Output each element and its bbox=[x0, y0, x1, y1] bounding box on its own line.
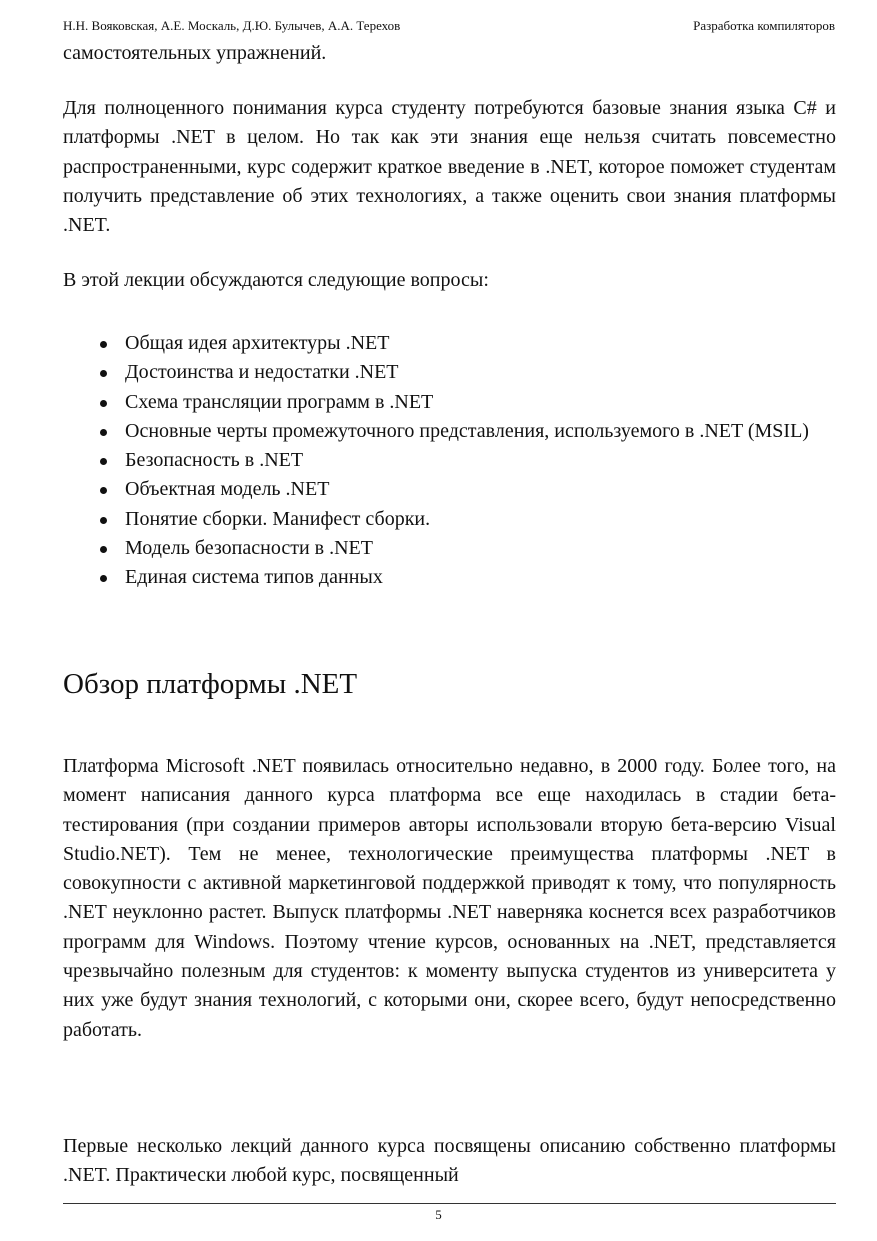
list-item: Достоинства и недостатки .NET bbox=[125, 358, 836, 387]
list-item: Общая идея архитектуры .NET bbox=[125, 329, 836, 358]
paragraph: самостоятельных упражнений. bbox=[63, 42, 327, 64]
list-item: Схема трансляции программ в .NET bbox=[125, 388, 836, 417]
paragraph: Платформа Microsoft .NET появилась относительно недавно, в 2000 году. Более того, на момент написания данного курса платформа все еще находилась в стадии бета-тестирования (при создании примеров авторы использовали вторую бета-версию Visual Studio.NET). Тем не менее, технологические преимущества платформы .NET в совокупности с активной маркетинговой поддержкой приводят к тому, что популярность .NET неуклонно растет. Выпуск платформы .NET наверняка коснется всех разработчиков программ для Windows. Поэтому чтение курсов, основанных на .NET, представляется чрезвычайно полезным для студентов: к моменту выпуска студентов из университета у них уже будут знания технологий, с которыми они, скорее всего, будут непосредственно работать. bbox=[63, 755, 836, 1041]
paragraph: В этой лекции обсуждаются следующие вопросы: bbox=[63, 269, 489, 291]
page-number: 5 bbox=[435, 1207, 442, 1222]
running-header-title: Разработка компиляторов bbox=[693, 18, 835, 33]
list-item: Объектная модель .NET bbox=[125, 475, 836, 504]
list-item: Единая система типов данных bbox=[125, 563, 836, 592]
running-header-authors: Н.Н. Вояковская, А.Е. Москаль, Д.Ю. Булычев, А.А. Терехов bbox=[63, 18, 401, 33]
list-item: Модель безопасности в .NET bbox=[125, 534, 836, 563]
list-item: Понятие сборки. Манифест сборки. bbox=[125, 505, 836, 534]
topics-list bbox=[63, 329, 836, 593]
list-item: Безопасность в .NET bbox=[125, 446, 836, 475]
footer-divider bbox=[63, 1203, 836, 1204]
list-item: Основные черты промежуточного представления, используемого в .NET (MSIL) bbox=[125, 417, 836, 446]
paragraph: Первые несколько лекций данного курса посвящены описанию собственно платформы .NET. Практически любой курс, посвященный bbox=[63, 1135, 836, 1187]
paragraph: Для полноценного понимания курса студенту потребуются базовые знания языка C# и платформы .NET в целом. Но так как эти знания еще нельзя считать повсеместно распространенными, курс содержит краткое введение в .NET, которое поможет студентам получить представление об этих технологиях, а также оценить свои знания платформы .NET. bbox=[63, 97, 836, 237]
section-heading: Обзор платформы .NET bbox=[63, 668, 358, 700]
